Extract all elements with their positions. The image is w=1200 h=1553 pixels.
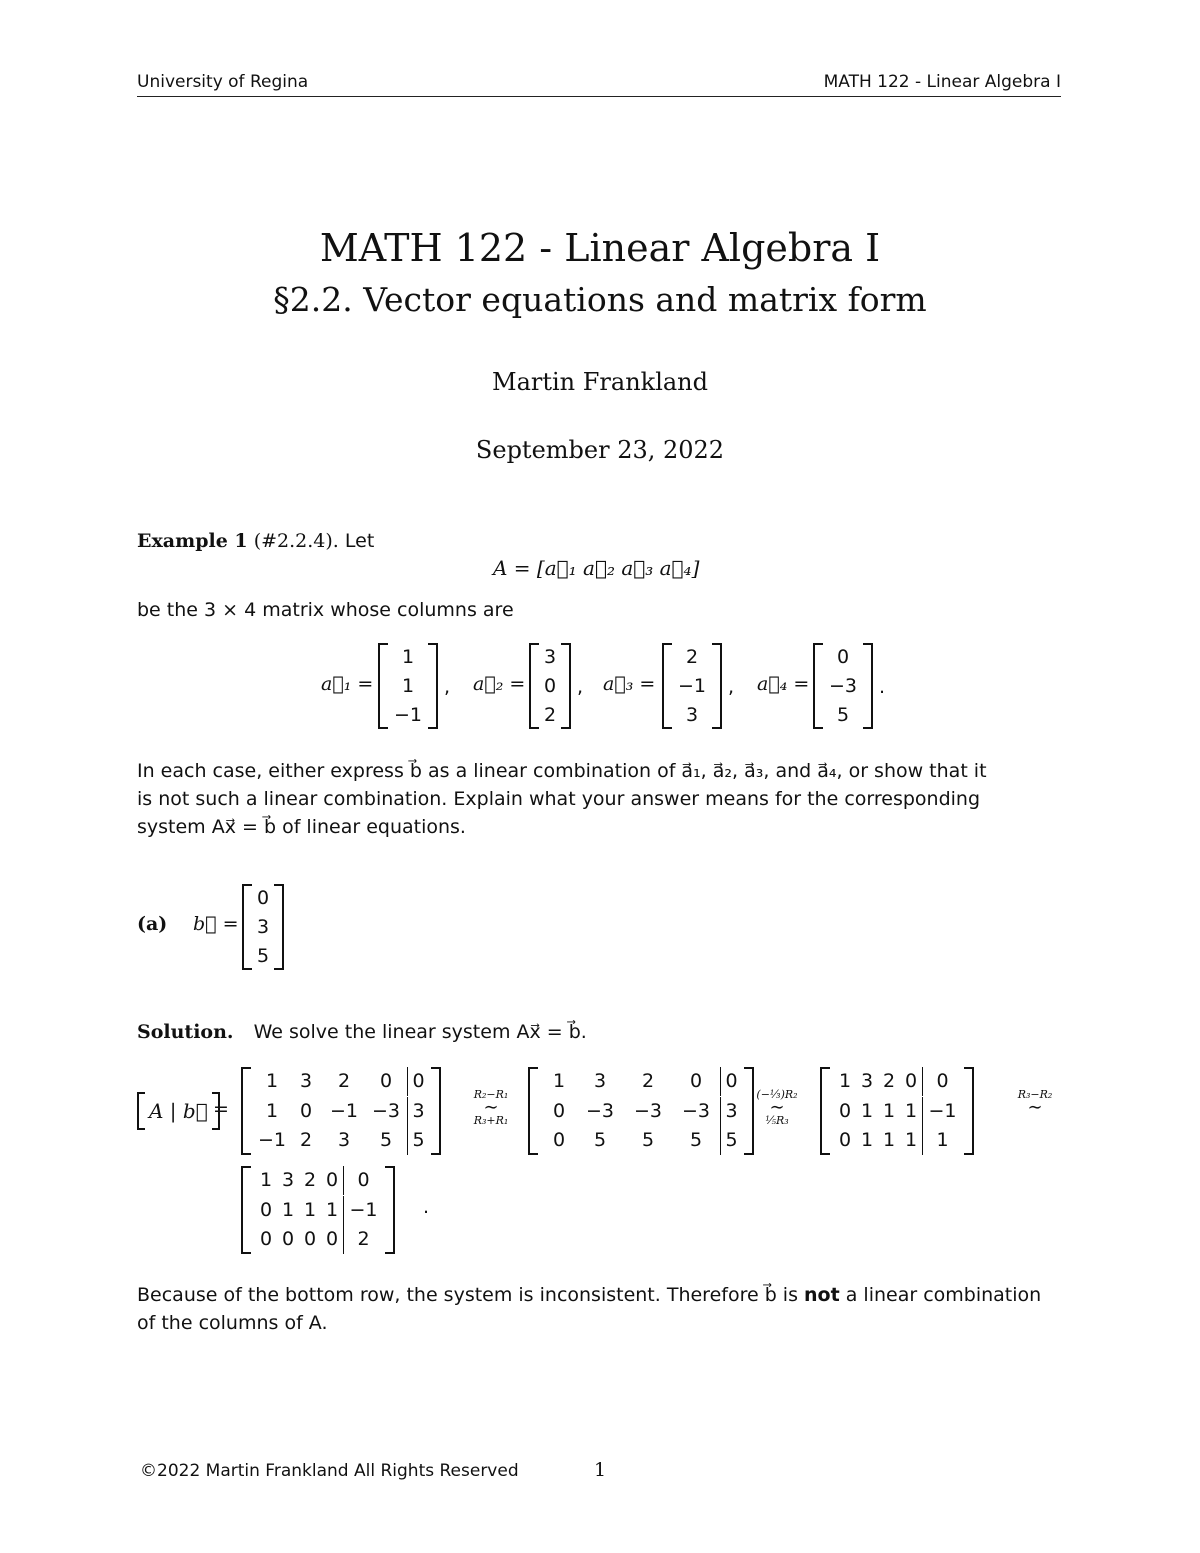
matrix-entry: 1	[860, 1129, 874, 1151]
matrix-entry: 1	[325, 1198, 339, 1221]
column-vector	[813, 643, 873, 729]
matrix-entry: 3	[860, 1070, 874, 1092]
left-bracket	[813, 643, 823, 729]
matrix-entry: 0	[325, 1228, 339, 1250]
matrix-entry: 1	[838, 1070, 852, 1092]
matrix-entry: 0	[256, 887, 270, 909]
left-bracket	[820, 1067, 830, 1155]
augmented-matrix	[241, 1067, 441, 1155]
augmented-label	[137, 1092, 220, 1130]
b-vector-name: b⃗ =	[193, 913, 239, 935]
augmented-entry: 2	[343, 1225, 383, 1254]
augmented-entry: 3	[720, 1097, 742, 1126]
separator: .	[879, 676, 886, 698]
row-operation	[1010, 1088, 1060, 1118]
author: Martin Frankland	[492, 368, 708, 396]
matrix-entry: 2	[543, 704, 557, 726]
matrix-entry: 0	[838, 1099, 852, 1122]
example-let: Let	[344, 530, 375, 552]
matrix-entry: 1	[882, 1099, 896, 1122]
matrix-entry: 3	[685, 704, 699, 726]
matrix-entry: 0	[836, 646, 850, 668]
row-operation-top: R₃−R₂	[1017, 1088, 1053, 1101]
vector-name: a⃗₁ =	[321, 673, 374, 695]
matrix-entry: 2	[337, 1070, 351, 1092]
row-operation	[752, 1088, 802, 1127]
row-operation-bottom: R₃+R₁	[473, 1114, 509, 1127]
solution-label: Solution.	[137, 1021, 234, 1043]
date: September 23, 2022	[475, 436, 725, 464]
document-title: MATH 122 - Linear Algebra I	[319, 226, 881, 270]
page-number: 1	[594, 1459, 607, 1481]
row-operation-bottom: ⅕R₃	[765, 1114, 789, 1127]
matrix-entries	[251, 1067, 431, 1155]
right-bracket	[561, 643, 571, 729]
matrix-entry: 5	[689, 1129, 703, 1151]
matrix-entry: 5	[256, 945, 270, 967]
augmented-matrix	[528, 1067, 754, 1155]
left-bracket	[241, 1166, 251, 1254]
row-operation-top: R₂−R₁	[473, 1088, 509, 1101]
final-period: .	[423, 1196, 430, 1218]
augmented-entry: 0	[720, 1067, 742, 1096]
matrix-entry: 3	[543, 646, 557, 668]
matrix-entry: 1	[259, 1169, 273, 1191]
left-bracket	[378, 643, 388, 729]
right-bracket	[964, 1067, 974, 1155]
columns-text: be the 3 × 4 matrix whose columns are	[137, 599, 514, 621]
instruction-line: is not such a linear combination. Explain what your answer means for the corresponding	[137, 788, 981, 810]
vector-name: a⃗₄ =	[757, 673, 810, 695]
matrix-entry: 1	[265, 1099, 279, 1122]
conclusion-text: Because of the bottom row, the system is inconsistent. Therefore b⃗ is	[137, 1284, 805, 1306]
matrix-entry: 1	[552, 1070, 566, 1092]
footer-copyright: ©2022 Martin Frankland All Rights Reserved	[140, 1461, 519, 1481]
left-bracket	[137, 1092, 145, 1130]
solution-text: We solve the linear system Ax⃗ = b⃗.	[253, 1021, 587, 1043]
matrix-entry: −3	[585, 1099, 614, 1122]
conclusion	[137, 1281, 1062, 1337]
right-bracket	[385, 1166, 395, 1254]
left-bracket	[662, 643, 672, 729]
row-equivalence-tilde: ∼	[1027, 1097, 1043, 1118]
matrix-entry: −3	[371, 1099, 400, 1122]
augmented-entry: −1	[922, 1097, 962, 1126]
example-heading	[137, 527, 374, 555]
matrix-entry: 0	[259, 1198, 273, 1221]
row-equivalence-tilde: ∼	[483, 1097, 499, 1118]
vector-entries	[388, 643, 428, 729]
augmented-entry: 1	[922, 1126, 962, 1155]
augmented-entry: −1	[343, 1196, 383, 1225]
matrix-entry: 0	[689, 1070, 703, 1092]
augmented-label-text: A | b⃗	[149, 1099, 208, 1123]
augmented-entry: 3	[407, 1097, 429, 1126]
running-header-left: University of Regina	[137, 72, 309, 92]
matrix-entry: 1	[303, 1198, 317, 1221]
matrix-entry: 0	[838, 1129, 852, 1151]
matrix-entries	[538, 1067, 744, 1155]
separator: ,	[577, 676, 584, 698]
matrix-entry: 1	[265, 1070, 279, 1092]
matrix-entry: 5	[379, 1129, 393, 1151]
right-bracket	[274, 884, 284, 970]
matrix-entry: 2	[685, 646, 699, 668]
part-a-label: (a)	[137, 913, 168, 935]
augmented-entry: 0	[343, 1166, 383, 1195]
vector-name: a⃗₂ =	[473, 673, 526, 695]
conclusion-text: a linear combination	[839, 1284, 1042, 1306]
matrix-entries	[830, 1067, 964, 1155]
matrix-A-definition: A = [a⃗₁ a⃗₂ a⃗₃ a⃗₄]	[493, 556, 700, 580]
matrix-entry: 1	[904, 1099, 918, 1122]
matrix-entry: 0	[552, 1129, 566, 1151]
example-label: Example 1	[137, 530, 248, 552]
matrix-entry: −3	[633, 1099, 662, 1122]
matrix-entry: −3	[681, 1099, 710, 1122]
matrix-entry: 0	[299, 1099, 313, 1122]
instructions	[137, 757, 1062, 841]
vector-entries	[539, 643, 561, 729]
right-bracket	[431, 1067, 441, 1155]
matrix-entry: 2	[303, 1169, 317, 1191]
matrix-entry: 1	[860, 1099, 874, 1122]
right-bracket	[863, 643, 873, 729]
row-operation	[466, 1088, 516, 1127]
separator: ,	[444, 676, 451, 698]
header-rule	[137, 96, 1061, 97]
running-header-right: MATH 122 - Linear Algebra I	[823, 72, 1061, 92]
augmented-matrix	[820, 1067, 974, 1155]
matrix-entry: −3	[828, 675, 857, 697]
matrix-entry: 0	[552, 1099, 566, 1122]
left-bracket	[242, 884, 252, 970]
matrix-entry: 2	[882, 1070, 896, 1092]
matrix-entry: 0	[379, 1070, 393, 1092]
conclusion-emphasis: not	[804, 1284, 840, 1306]
augmented-matrix	[241, 1166, 395, 1254]
matrix-entry: −1	[393, 704, 422, 726]
matrix-entry: −1	[257, 1129, 286, 1151]
matrix-entry: 0	[325, 1169, 339, 1191]
matrix-entry: 3	[256, 916, 270, 938]
matrix-entry: 5	[593, 1129, 607, 1151]
matrix-entry: 1	[401, 646, 415, 668]
matrix-entry: 0	[259, 1228, 273, 1250]
matrix-entry: 1	[281, 1198, 295, 1221]
column-vector	[529, 643, 571, 729]
matrix-entry: 0	[904, 1070, 918, 1092]
matrix-entry: 3	[593, 1070, 607, 1092]
matrix-entry: −1	[677, 675, 706, 697]
solution-line	[137, 1018, 587, 1046]
column-vector	[378, 643, 438, 729]
section-title: §2.2. Vector equations and matrix form	[273, 280, 927, 319]
equals-sign: =	[213, 1098, 229, 1120]
matrix-entry: 1	[882, 1129, 896, 1151]
left-bracket	[241, 1067, 251, 1155]
matrix-entry: 5	[836, 704, 850, 726]
row-equivalence-tilde: ∼	[769, 1097, 785, 1118]
matrix-entry: 3	[299, 1070, 313, 1092]
right-bracket	[428, 643, 438, 729]
matrix-entry: 2	[641, 1070, 655, 1092]
row-operation-top: (−⅓)R₂	[756, 1088, 798, 1101]
vector-entries	[823, 643, 863, 729]
matrix-entry: 0	[281, 1228, 295, 1250]
conclusion-line-2: of the columns of A.	[137, 1312, 328, 1334]
matrix-entries	[251, 1166, 385, 1254]
matrix-entry: 5	[641, 1129, 655, 1151]
vector-entries	[672, 643, 712, 729]
left-bracket	[528, 1067, 538, 1155]
instruction-line: In each case, either express b⃗ as a linear combination of a⃗₁, a⃗₂, a⃗₃, and a⃗₄, or show that it	[137, 760, 987, 782]
matrix-entry: 0	[543, 675, 557, 697]
matrix-entry: 3	[281, 1169, 295, 1191]
b-vector	[242, 884, 284, 970]
augmented-entry: 5	[407, 1126, 429, 1155]
column-vector	[662, 643, 722, 729]
matrix-entry: 0	[303, 1228, 317, 1250]
augmented-entry: 5	[720, 1126, 742, 1155]
augmented-entry: 0	[407, 1067, 429, 1096]
right-bracket	[712, 643, 722, 729]
vector-name: a⃗₃ =	[603, 673, 656, 695]
matrix-entry: −1	[329, 1099, 358, 1122]
matrix-entry: 1	[401, 675, 415, 697]
conclusion-line-1	[137, 1281, 1062, 1309]
matrix-entry: 1	[904, 1129, 918, 1151]
matrix-entry: 2	[299, 1129, 313, 1151]
example-ref: (#2.2.4).	[253, 530, 339, 552]
left-bracket	[529, 643, 539, 729]
separator: ,	[728, 676, 735, 698]
augmented-entry: 0	[922, 1067, 962, 1096]
matrix-entry: 3	[337, 1129, 351, 1151]
instruction-line: system Ax⃗ = b⃗ of linear equations.	[137, 816, 466, 838]
